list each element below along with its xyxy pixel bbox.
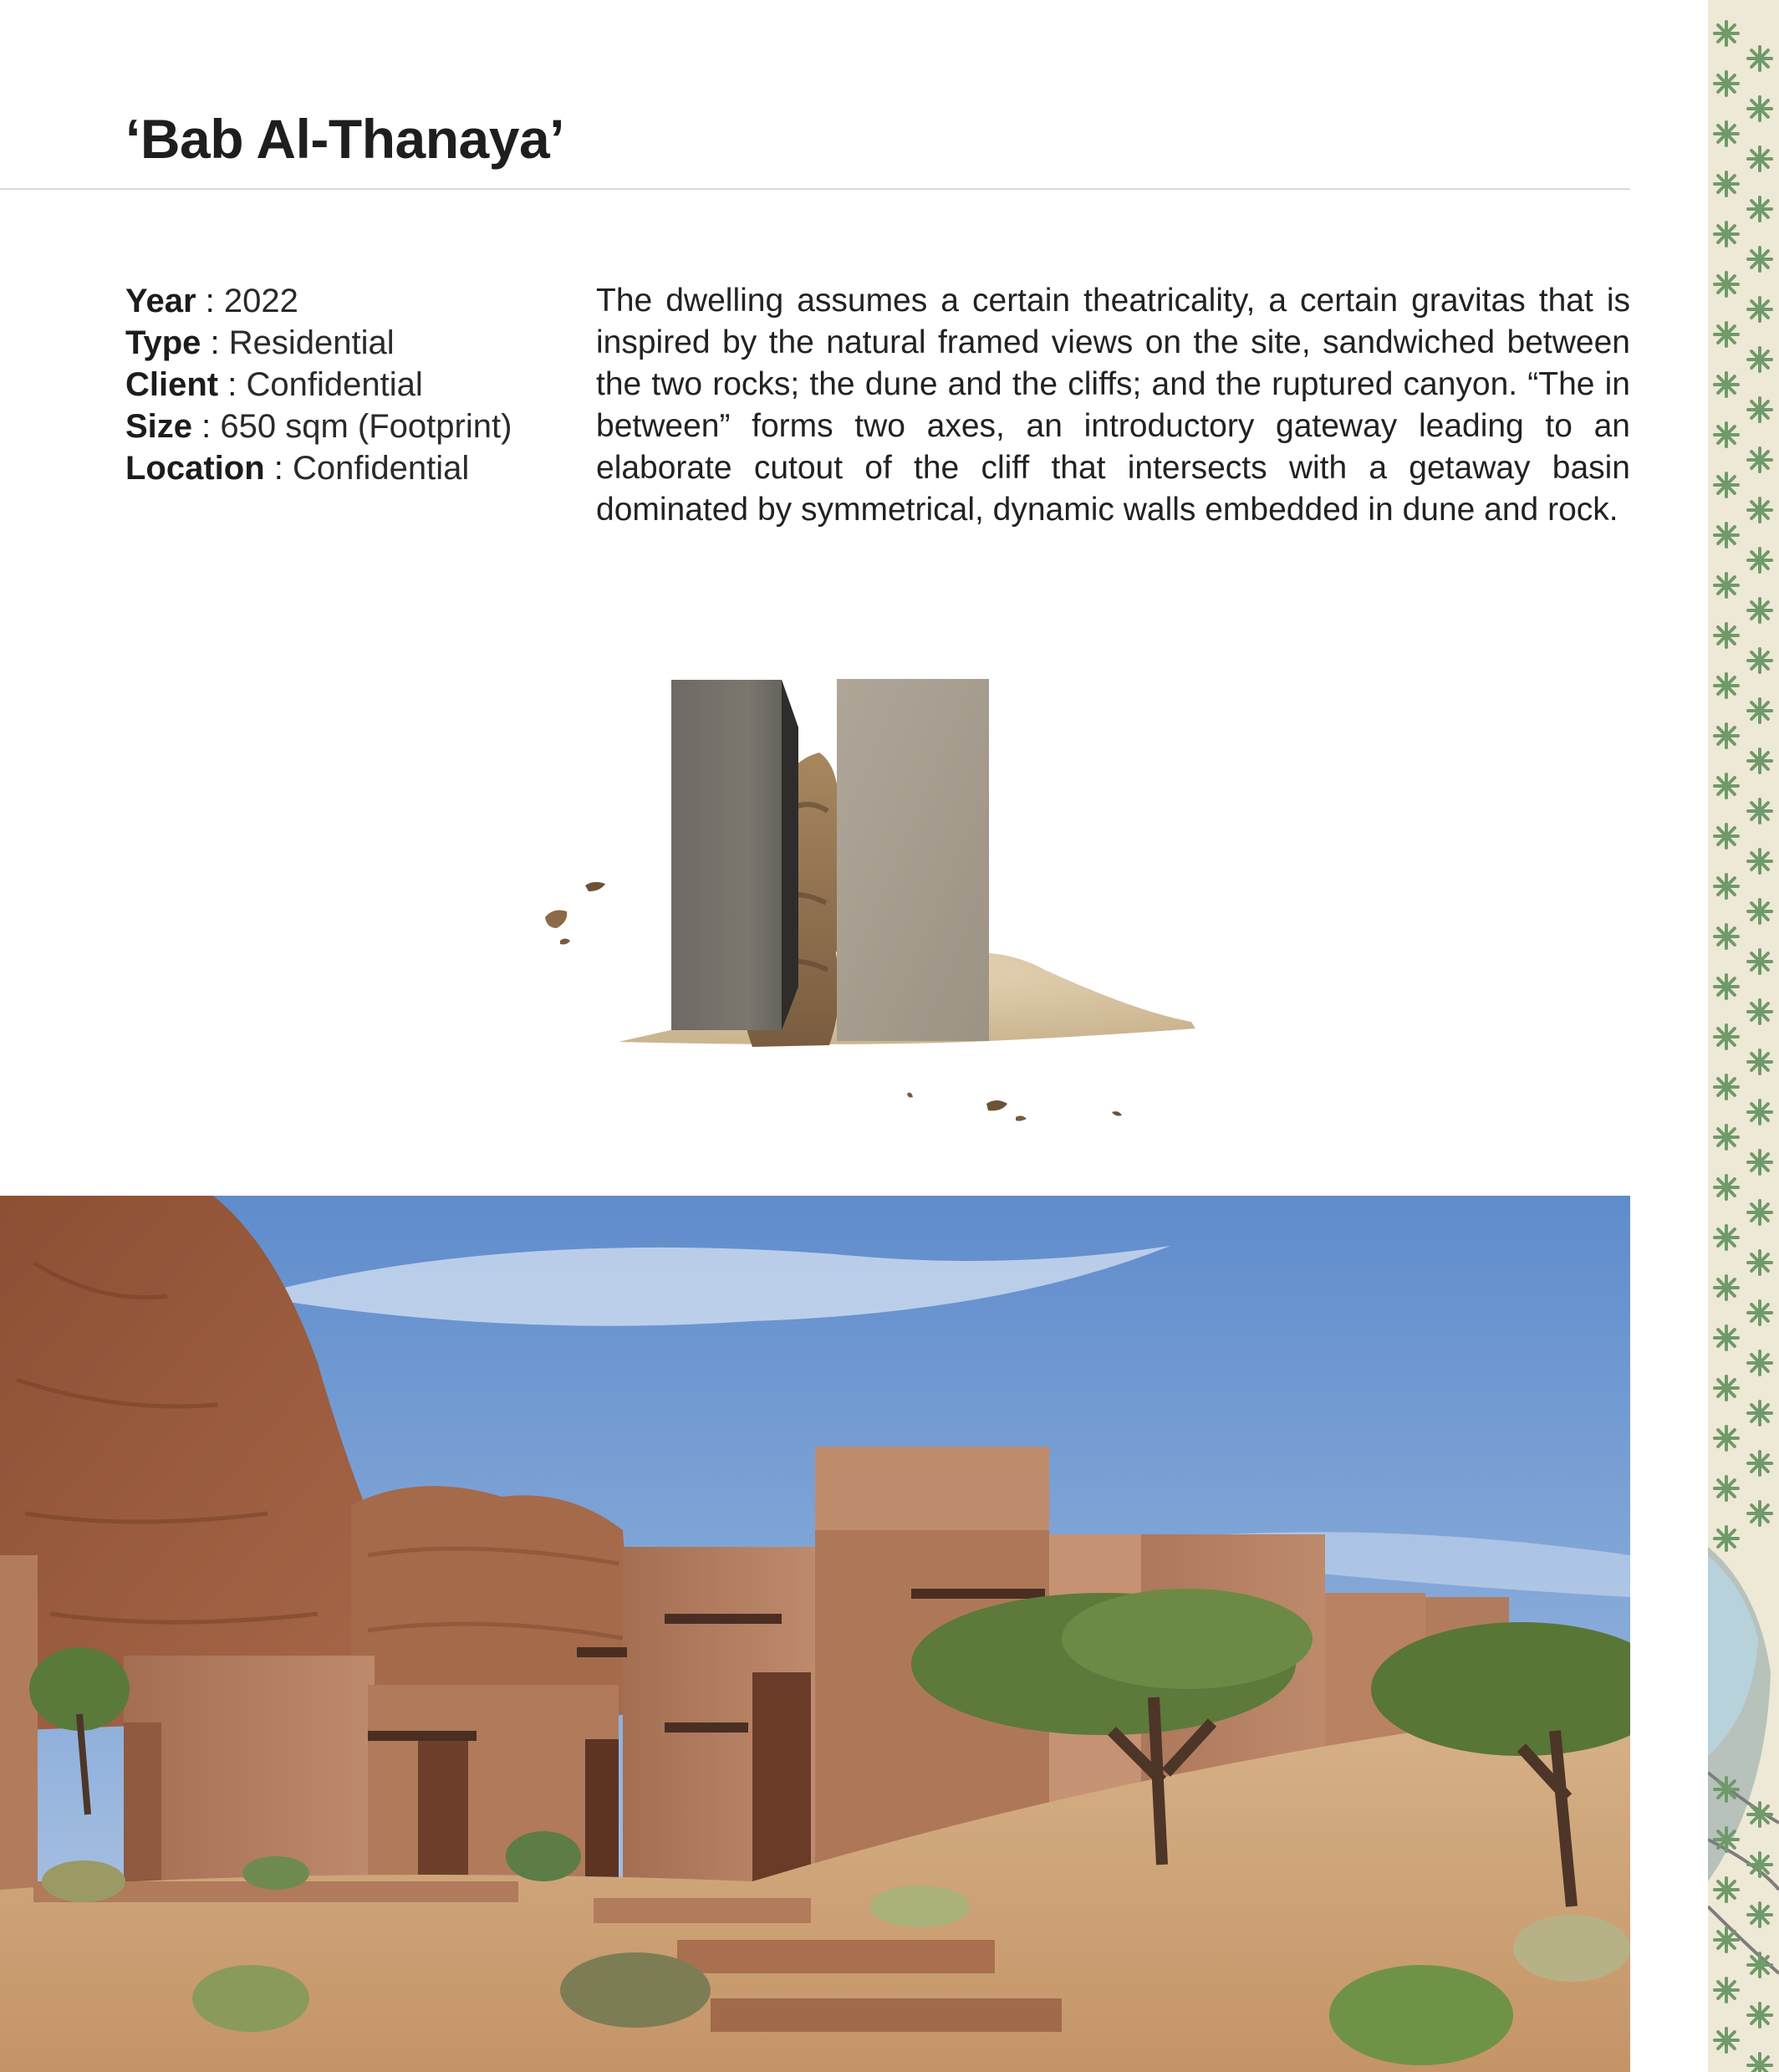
palm-icon [1748,549,1771,572]
palm-icon [1715,1226,1738,1249]
detail-key: Type [125,324,201,361]
detail-key: Year [125,283,196,319]
palm-icon [1748,1351,1771,1375]
architectural-render-image [0,1196,1630,2072]
palm-icon [1748,147,1771,171]
palm-icon [1715,1125,1738,1149]
palm-icon [1715,875,1738,898]
palm-icon [1748,498,1771,522]
concept-collage-image [502,652,1254,1154]
detail-key: Client [125,366,219,403]
detail-type [125,322,560,364]
detail-separator: : [201,324,229,361]
palm-icon [1748,649,1771,672]
detail-year [125,280,560,322]
palm-icon [1715,122,1738,145]
palm-icon [1715,22,1738,45]
detail-value: 650 sqm (Footprint) [220,408,512,445]
palm-icon [1748,97,1771,120]
detail-client [125,364,560,406]
palm-icon [1715,1426,1738,1450]
palm-icon [1748,1000,1771,1023]
palm-icon [1715,72,1738,95]
palm-icon [1748,1803,1771,1826]
palm-icon [1715,1928,1738,1952]
page-title: ‘Bab Al-Thanaya’ [125,108,564,170]
palm-icon [1715,724,1738,748]
palm-icon [1748,900,1771,923]
palm-icon [1715,423,1738,447]
detail-location [125,447,560,489]
palm-icon [1715,975,1738,998]
detail-separator: : [218,366,247,403]
palm-icon [1748,47,1771,70]
palm-icon [1715,1276,1738,1299]
palm-icon [1715,574,1738,597]
palm-icon [1748,448,1771,472]
palm-icon [1748,197,1771,221]
palm-icon [1715,1376,1738,1400]
palm-icon [1715,824,1738,848]
detail-separator: : [192,408,221,445]
palm-icon [1715,222,1738,246]
palm-icon [1748,2003,1771,2027]
detail-separator: : [196,283,224,319]
palm-icon [1748,850,1771,873]
palm-icon [1715,674,1738,697]
palm-icon [1748,1953,1771,1977]
palm-icon [1715,2029,1738,2052]
detail-value: Residential [228,324,395,361]
palm-icon [1748,699,1771,722]
project-details [125,280,560,489]
palm-icon [1715,1778,1738,1801]
palm-icon [1748,348,1771,371]
palm-icon [1715,1176,1738,1199]
palm-icon [1748,298,1771,321]
detail-value: Confidential [246,366,423,403]
palm-icon [1748,1452,1771,1475]
palm-icon [1748,1903,1771,1927]
palm-icon [1748,1401,1771,1425]
site-plan-strip-image [1708,0,1779,2072]
title-divider [0,188,1630,190]
palm-icon [1715,1828,1738,1851]
palm-icon [1748,599,1771,622]
palm-icon [1715,172,1738,196]
palm-icon [1715,925,1738,948]
palm-icon [1748,1853,1771,1876]
palm-icon [1715,1978,1738,2002]
detail-key: Location [125,450,265,487]
palm-icon [1748,1502,1771,1525]
detail-value: 2022 [223,283,298,319]
detail-value: Confidential [293,450,470,487]
palm-icon [1748,398,1771,421]
palm-icon [1715,523,1738,547]
detail-separator: : [264,450,293,487]
palm-icon [1748,799,1771,823]
palm-icon [1715,473,1738,497]
palm-icon [1748,1301,1771,1324]
palm-icon [1748,1201,1771,1224]
palm-icon [1715,1878,1738,1901]
detail-size [125,406,560,447]
palm-icon [1715,1477,1738,1500]
palm-icon [1748,749,1771,773]
palm-icon [1748,1100,1771,1124]
palm-icon [1715,323,1738,346]
palm-icon [1715,774,1738,798]
palm-icon [1748,950,1771,973]
palm-icon [1748,248,1771,271]
palm-icon [1715,373,1738,396]
palm-icon [1715,624,1738,647]
palm-icon [1748,1151,1771,1174]
detail-key: Size [125,408,193,445]
palm-icon [1748,1050,1771,1074]
palm-icon [1715,273,1738,296]
palm-icon [1748,1251,1771,1274]
palm-icon [1715,1075,1738,1099]
palm-icon [1715,1326,1738,1350]
project-description: The dwelling assumes a certain theatricality, a certain gravitas that is inspired by the natural framed views on the site, sandwiched between the two rocks; the dune and the cliffs; and the ruptured canyon. “The in between” forms two axes, an introductory gateway leading to an elaborate cutout of the cliff that intersects with a getaway basin dominated by symmetrical, dynamic walls embedded in dune and rock. [596,283,1630,528]
palm-icon [1715,1527,1738,1550]
palm-icon [1715,1025,1738,1049]
